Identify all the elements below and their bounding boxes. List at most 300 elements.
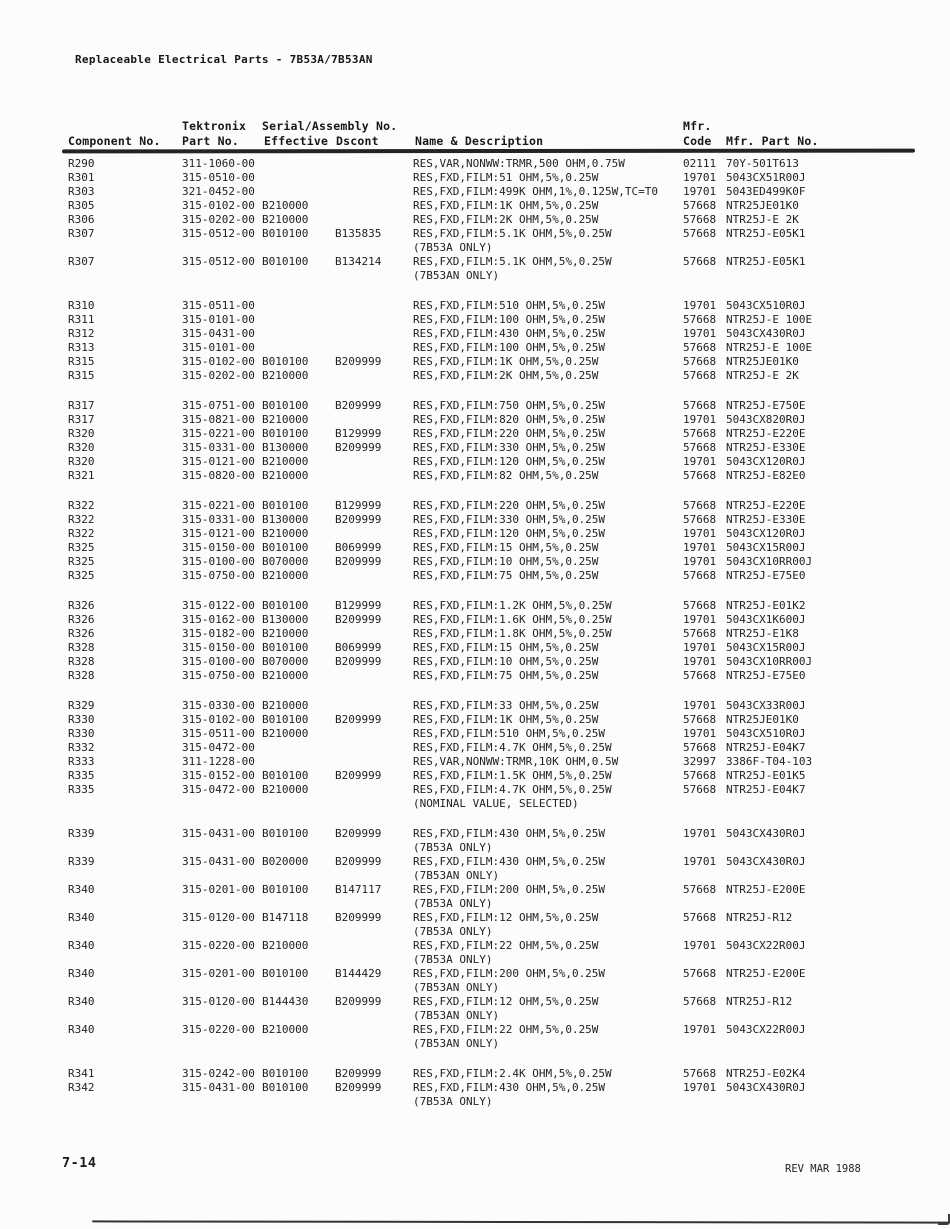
table-row-continuation xyxy=(0,897,950,911)
component-cell: R312 xyxy=(68,327,95,340)
part-cell: 315-0122-00 xyxy=(182,599,255,612)
effective-cell: B010100 xyxy=(262,827,309,840)
effective-cell: B210000 xyxy=(262,1023,309,1036)
code-cell: 57668 xyxy=(683,499,717,512)
desc-cell: RES,FXD,FILM:120 OHM,5%,0.25W xyxy=(413,455,606,468)
part-cell: 315-0100-00 xyxy=(182,655,255,668)
desc-cell: RES,FXD,FILM:430 OHM,5%,0.25W xyxy=(413,827,606,840)
part-cell: 315-0472-00 xyxy=(182,741,255,754)
dscont-cell: B069999 xyxy=(335,541,382,554)
mfr_part-cell: NTR25J-E01K2 xyxy=(726,599,806,612)
part-cell: 315-0472-00 xyxy=(182,783,255,796)
table-row xyxy=(0,427,950,441)
header-tektronix: Tektronix xyxy=(182,119,247,133)
part-cell: 315-0202-00 xyxy=(182,213,255,226)
code-cell: 57668 xyxy=(683,199,717,212)
desc-cell: RES,VAR,NONWW:TRMR,500 OHM,0.75W xyxy=(413,157,625,170)
code-cell: 19701 xyxy=(683,655,717,668)
table-row-continuation xyxy=(0,981,950,995)
component-cell: R315 xyxy=(68,369,95,382)
part-cell: 315-0201-00 xyxy=(182,967,255,980)
table-row-continuation xyxy=(0,269,950,283)
table-row xyxy=(0,627,950,641)
desc-cell: RES,FXD,FILM:1.6K OHM,5%,0.25W xyxy=(413,613,612,626)
footer-revision: REV MAR 1988 xyxy=(785,1163,861,1175)
component-cell: R332 xyxy=(68,741,95,754)
table-row xyxy=(0,499,950,513)
code-cell: 57668 xyxy=(683,883,717,896)
code-cell: 57668 xyxy=(683,627,717,640)
row-group xyxy=(0,399,950,483)
dscont-cell: B069999 xyxy=(335,641,382,654)
desc-cell: RES,FXD,FILM:2K OHM,5%,0.25W xyxy=(413,369,599,382)
dscont-cell: B144429 xyxy=(335,967,382,980)
mfr_part-cell: NTR25J-R12 xyxy=(726,911,793,924)
table-row xyxy=(0,967,950,981)
effective-cell: B010100 xyxy=(262,883,309,896)
part-cell: 315-0150-00 xyxy=(182,541,255,554)
dscont-cell: B209999 xyxy=(335,613,382,626)
component-cell: R326 xyxy=(68,613,95,626)
header-name-description: Name & Description xyxy=(415,134,544,148)
table-row-continuation xyxy=(0,953,950,967)
part-cell: 315-0202-00 xyxy=(182,369,255,382)
desc-cell: RES,FXD,FILM:12 OHM,5%,0.25W xyxy=(413,911,599,924)
part-cell: 315-0330-00 xyxy=(182,699,255,712)
effective-cell: B144430 xyxy=(262,995,309,1008)
mfr_part-cell: 5043CX15R00J xyxy=(726,641,806,654)
table-row xyxy=(0,185,950,199)
mfr_part-cell: NTR25J-E01K5 xyxy=(726,769,806,782)
mfr_part-cell: 5043CX430R0J xyxy=(726,327,806,340)
desc-cell: RES,FXD,FILM:220 OHM,5%,0.25W xyxy=(413,427,606,440)
desc-cell: RES,FXD,FILM:4.7K OHM,5%,0.25W xyxy=(413,783,612,796)
component-cell: R335 xyxy=(68,783,95,796)
component-cell: R317 xyxy=(68,399,95,412)
desc-cell: RES,FXD,FILM:22 OHM,5%,0.25W xyxy=(413,1023,599,1036)
table-row xyxy=(0,227,950,241)
code-cell: 57668 xyxy=(683,669,717,682)
table-row xyxy=(0,669,950,683)
header-dscont: Dscont xyxy=(336,134,379,148)
effective-cell: B010100 xyxy=(262,713,309,726)
component-cell: R325 xyxy=(68,569,95,582)
component-cell: R328 xyxy=(68,655,95,668)
component-cell: R339 xyxy=(68,827,95,840)
mfr_part-cell: 5043CX120R0J xyxy=(726,527,806,540)
component-cell: R333 xyxy=(68,755,95,768)
part-cell: 315-0162-00 xyxy=(182,613,255,626)
desc-cell: RES,FXD,FILM:1.5K OHM,5%,0.25W xyxy=(413,769,612,782)
desc-continuation-cell: (7B53AN ONLY) xyxy=(413,981,500,994)
part-cell: 315-0331-00 xyxy=(182,513,255,526)
part-cell: 315-0221-00 xyxy=(182,427,255,440)
desc-cell: RES,FXD,FILM:33 OHM,5%,0.25W xyxy=(413,699,599,712)
effective-cell: B010100 xyxy=(262,769,309,782)
component-cell: R321 xyxy=(68,469,95,482)
code-cell: 57668 xyxy=(683,599,717,612)
effective-cell: B010100 xyxy=(262,255,309,268)
desc-cell: RES,FXD,FILM:75 OHM,5%,0.25W xyxy=(413,569,599,582)
code-cell: 57668 xyxy=(683,769,717,782)
effective-cell: B210000 xyxy=(262,727,309,740)
part-cell: 315-0121-00 xyxy=(182,527,255,540)
desc-cell: RES,FXD,FILM:200 OHM,5%,0.25W xyxy=(413,883,606,896)
part-cell: 315-0102-00 xyxy=(182,713,255,726)
component-cell: R341 xyxy=(68,1067,95,1080)
component-cell: R340 xyxy=(68,939,95,952)
dscont-cell: B209999 xyxy=(335,827,382,840)
desc-cell: RES,FXD,FILM:5.1K OHM,5%,0.25W xyxy=(413,255,612,268)
mfr_part-cell: NTR25J-E05K1 xyxy=(726,255,806,268)
part-cell: 315-0102-00 xyxy=(182,199,255,212)
mfr_part-cell: 5043CX10RR00J xyxy=(726,655,813,668)
code-cell: 19701 xyxy=(683,299,717,312)
desc-cell: RES,FXD,FILM:220 OHM,5%,0.25W xyxy=(413,499,606,512)
desc-continuation-cell: (7B53AN ONLY) xyxy=(413,1009,500,1022)
desc-cell: RES,FXD,FILM:1K OHM,5%,0.25W xyxy=(413,713,599,726)
desc-cell: RES,FXD,FILM:15 OHM,5%,0.25W xyxy=(413,541,599,554)
component-cell: R322 xyxy=(68,513,95,526)
dscont-cell: B209999 xyxy=(335,355,382,368)
desc-cell: RES,FXD,FILM:499K OHM,1%,0.125W,TC=T0 xyxy=(413,185,659,198)
table-row xyxy=(0,555,950,569)
desc-cell: RES,FXD,FILM:330 OHM,5%,0.25W xyxy=(413,441,606,454)
mfr_part-cell: NTR25JE01K0 xyxy=(726,713,799,726)
table-row xyxy=(0,327,950,341)
mfr_part-cell: NTR25J-E200E xyxy=(726,967,806,980)
mfr_part-cell: 5043CX51R00J xyxy=(726,171,806,184)
part-cell: 315-0120-00 xyxy=(182,911,255,924)
mfr_part-cell: 5043ED499K0F xyxy=(726,185,806,198)
desc-continuation-cell: (7B53AN ONLY) xyxy=(413,269,500,282)
part-cell: 315-0431-00 xyxy=(182,827,255,840)
part-cell: 315-0751-00 xyxy=(182,399,255,412)
code-cell: 57668 xyxy=(683,213,717,226)
code-cell: 19701 xyxy=(683,699,717,712)
table-row xyxy=(0,541,950,555)
effective-cell: B210000 xyxy=(262,413,309,426)
component-cell: R330 xyxy=(68,727,95,740)
part-cell: 315-0431-00 xyxy=(182,1081,255,1094)
table-row xyxy=(0,995,950,1009)
mfr_part-cell: 5043CX15R00J xyxy=(726,541,806,554)
mfr_part-cell: NTR25JE01K0 xyxy=(726,199,799,212)
mfr_part-cell: NTR25J-E82E0 xyxy=(726,469,806,482)
code-cell: 19701 xyxy=(683,171,717,184)
part-cell: 321-0452-00 xyxy=(182,185,255,198)
mfr_part-cell: NTR25J-E 100E xyxy=(726,313,813,326)
mfr_part-cell: 5043CX10RR00J xyxy=(726,555,813,568)
desc-cell: RES,FXD,FILM:82 OHM,5%,0.25W xyxy=(413,469,599,482)
code-cell: 57668 xyxy=(683,355,717,368)
table-row-continuation xyxy=(0,869,950,883)
mfr_part-cell: NTR25J-E 2K xyxy=(726,213,799,226)
mfr_part-cell: NTR25J-E750E xyxy=(726,399,806,412)
header-rule xyxy=(62,149,915,154)
part-cell: 315-0220-00 xyxy=(182,1023,255,1036)
desc-cell: RES,FXD,FILM:820 OHM,5%,0.25W xyxy=(413,413,606,426)
component-cell: R330 xyxy=(68,713,95,726)
part-cell: 315-0431-00 xyxy=(182,855,255,868)
component-cell: R325 xyxy=(68,555,95,568)
header-code: Code xyxy=(683,134,712,148)
component-cell: R326 xyxy=(68,599,95,612)
mfr_part-cell: NTR25J-E1K8 xyxy=(726,627,799,640)
code-cell: 19701 xyxy=(683,641,717,654)
effective-cell: B010100 xyxy=(262,499,309,512)
table-row xyxy=(0,413,950,427)
component-cell: R322 xyxy=(68,527,95,540)
component-cell: R311 xyxy=(68,313,95,326)
desc-cell: RES,FXD,FILM:75 OHM,5%,0.25W xyxy=(413,669,599,682)
effective-cell: B020000 xyxy=(262,855,309,868)
part-cell: 315-0750-00 xyxy=(182,669,255,682)
table-row xyxy=(0,441,950,455)
desc-cell: RES,FXD,FILM:22 OHM,5%,0.25W xyxy=(413,939,599,952)
desc-continuation-cell: (7B53A ONLY) xyxy=(413,1095,493,1108)
mfr_part-cell: 5043CX510R0J xyxy=(726,727,806,740)
code-cell: 57668 xyxy=(683,341,717,354)
dscont-cell: B209999 xyxy=(335,513,382,526)
table-row xyxy=(0,699,950,713)
dscont-cell: B209999 xyxy=(335,399,382,412)
table-row xyxy=(0,641,950,655)
component-cell: R328 xyxy=(68,641,95,654)
component-cell: R329 xyxy=(68,699,95,712)
dscont-cell: B209999 xyxy=(335,441,382,454)
table-row xyxy=(0,299,950,313)
desc-cell: RES,FXD,FILM:12 OHM,5%,0.25W xyxy=(413,995,599,1008)
code-cell: 19701 xyxy=(683,327,717,340)
code-cell: 32997 xyxy=(683,755,717,768)
desc-cell: RES,FXD,FILM:2.4K OHM,5%,0.25W xyxy=(413,1067,612,1080)
dscont-cell: B209999 xyxy=(335,1081,382,1094)
mfr_part-cell: NTR25J-E02K4 xyxy=(726,1067,806,1080)
dscont-cell: B209999 xyxy=(335,769,382,782)
table-row xyxy=(0,599,950,613)
part-cell: 315-0511-00 xyxy=(182,727,255,740)
desc-cell: RES,FXD,FILM:330 OHM,5%,0.25W xyxy=(413,513,606,526)
effective-cell: B210000 xyxy=(262,569,309,582)
mfr_part-cell: 70Y-501T613 xyxy=(726,157,799,170)
effective-cell: B210000 xyxy=(262,369,309,382)
scan-artifact-corner xyxy=(938,1214,950,1225)
code-cell: 57668 xyxy=(683,911,717,924)
code-cell: 57668 xyxy=(683,713,717,726)
row-group xyxy=(0,499,950,583)
desc-cell: RES,FXD,FILM:750 OHM,5%,0.25W xyxy=(413,399,606,412)
component-cell: R301 xyxy=(68,171,95,184)
effective-cell: B210000 xyxy=(262,699,309,712)
mfr_part-cell: NTR25J-E04K7 xyxy=(726,783,806,796)
row-group xyxy=(0,1067,950,1109)
component-cell: R307 xyxy=(68,227,95,240)
table-row xyxy=(0,1081,950,1095)
table-row xyxy=(0,255,950,269)
effective-cell: B010100 xyxy=(262,541,309,554)
table-row xyxy=(0,883,950,897)
effective-cell: B130000 xyxy=(262,513,309,526)
table-row-continuation xyxy=(0,1009,950,1023)
mfr_part-cell: 5043CX430R0J xyxy=(726,1081,806,1094)
effective-cell: B210000 xyxy=(262,527,309,540)
desc-cell: RES,FXD,FILM:1K OHM,5%,0.25W xyxy=(413,355,599,368)
desc-cell: RES,FXD,FILM:120 OHM,5%,0.25W xyxy=(413,527,606,540)
code-cell: 19701 xyxy=(683,939,717,952)
table-row xyxy=(0,341,950,355)
table-row-continuation xyxy=(0,797,950,811)
component-cell: R328 xyxy=(68,669,95,682)
header-component-no: Component No. xyxy=(68,134,161,148)
code-cell: 19701 xyxy=(683,827,717,840)
effective-cell: B010100 xyxy=(262,967,309,980)
mfr_part-cell: NTR25J-E75E0 xyxy=(726,569,806,582)
component-cell: R340 xyxy=(68,911,95,924)
desc-cell: RES,FXD,FILM:1.2K OHM,5%,0.25W xyxy=(413,599,612,612)
header-serial-assembly: Serial/Assembly No. xyxy=(262,119,398,133)
desc-cell: RES,FXD,FILM:430 OHM,5%,0.25W xyxy=(413,855,606,868)
dscont-cell: B134214 xyxy=(335,255,382,268)
code-cell: 57668 xyxy=(683,1067,717,1080)
effective-cell: B070000 xyxy=(262,655,309,668)
code-cell: 19701 xyxy=(683,855,717,868)
dscont-cell: B147117 xyxy=(335,883,382,896)
desc-cell: RES,FXD,FILM:1K OHM,5%,0.25W xyxy=(413,199,599,212)
code-cell: 19701 xyxy=(683,1081,717,1094)
table-row xyxy=(0,939,950,953)
effective-cell: B210000 xyxy=(262,469,309,482)
table-body xyxy=(0,157,950,1125)
mfr_part-cell: NTR25J-E220E xyxy=(726,499,806,512)
dscont-cell: B129999 xyxy=(335,499,382,512)
component-cell: R325 xyxy=(68,541,95,554)
mfr_part-cell: 5043CX22R00J xyxy=(726,1023,806,1036)
part-cell: 315-0152-00 xyxy=(182,769,255,782)
mfr_part-cell: 5043CX22R00J xyxy=(726,939,806,952)
mfr_part-cell: 3386F-T04-103 xyxy=(726,755,813,768)
effective-cell: B010100 xyxy=(262,399,309,412)
desc-cell: RES,FXD,FILM:15 OHM,5%,0.25W xyxy=(413,641,599,654)
component-cell: R303 xyxy=(68,185,95,198)
effective-cell: B210000 xyxy=(262,627,309,640)
part-cell: 315-0431-00 xyxy=(182,327,255,340)
component-cell: R335 xyxy=(68,769,95,782)
desc-cell: RES,FXD,FILM:100 OHM,5%,0.25W xyxy=(413,313,606,326)
table-row-continuation xyxy=(0,1095,950,1109)
table-row xyxy=(0,769,950,783)
desc-continuation-cell: (7B53A ONLY) xyxy=(413,841,493,854)
part-cell: 315-0242-00 xyxy=(182,1067,255,1080)
component-cell: R310 xyxy=(68,299,95,312)
header-effective: Effective xyxy=(264,134,329,148)
component-cell: R315 xyxy=(68,355,95,368)
component-cell: R313 xyxy=(68,341,95,354)
table-row xyxy=(0,399,950,413)
table-row xyxy=(0,755,950,769)
dscont-cell: B209999 xyxy=(335,855,382,868)
dscont-cell: B209999 xyxy=(335,555,382,568)
table-row xyxy=(0,569,950,583)
effective-cell: B130000 xyxy=(262,441,309,454)
desc-continuation-cell: (7B53AN ONLY) xyxy=(413,1037,500,1050)
code-cell: 57668 xyxy=(683,783,717,796)
code-cell: 19701 xyxy=(683,527,717,540)
desc-cell: RES,FXD,FILM:10 OHM,5%,0.25W xyxy=(413,655,599,668)
table-row xyxy=(0,827,950,841)
component-cell: R320 xyxy=(68,441,95,454)
desc-cell: RES,VAR,NONWW:TRMR,10K OHM,0.5W xyxy=(413,755,619,768)
dscont-cell: B129999 xyxy=(335,427,382,440)
table-row xyxy=(0,855,950,869)
part-cell: 315-0182-00 xyxy=(182,627,255,640)
row-group xyxy=(0,827,950,1051)
part-cell: 315-0512-00 xyxy=(182,255,255,268)
table-row xyxy=(0,613,950,627)
component-cell: R320 xyxy=(68,427,95,440)
part-cell: 315-0101-00 xyxy=(182,341,255,354)
mfr_part-cell: 5043CX430R0J xyxy=(726,827,806,840)
part-cell: 315-0750-00 xyxy=(182,569,255,582)
scan-artifact-bottom-line xyxy=(92,1220,950,1223)
table-row-continuation xyxy=(0,1037,950,1051)
row-group xyxy=(0,599,950,683)
dscont-cell: B209999 xyxy=(335,911,382,924)
effective-cell: B010100 xyxy=(262,227,309,240)
row-group xyxy=(0,299,950,383)
component-cell: R326 xyxy=(68,627,95,640)
mfr_part-cell: 5043CX120R0J xyxy=(726,455,806,468)
component-cell: R340 xyxy=(68,967,95,980)
table-row xyxy=(0,655,950,669)
code-cell: 57668 xyxy=(683,441,717,454)
mfr_part-cell: NTR25J-E330E xyxy=(726,513,806,526)
table-row xyxy=(0,713,950,727)
header-mfr: Mfr. xyxy=(683,119,712,133)
part-cell: 315-0201-00 xyxy=(182,883,255,896)
desc-cell: RES,FXD,FILM:100 OHM,5%,0.25W xyxy=(413,341,606,354)
code-cell: 19701 xyxy=(683,555,717,568)
code-cell: 02111 xyxy=(683,157,717,170)
table-row xyxy=(0,369,950,383)
code-cell: 19701 xyxy=(683,727,717,740)
mfr_part-cell: 5043CX430R0J xyxy=(726,855,806,868)
desc-continuation-cell: (NOMINAL VALUE, SELECTED) xyxy=(413,797,579,810)
code-cell: 57668 xyxy=(683,369,717,382)
table-row xyxy=(0,199,950,213)
component-cell: R320 xyxy=(68,455,95,468)
part-cell: 315-0221-00 xyxy=(182,499,255,512)
desc-cell: RES,FXD,FILM:51 OHM,5%,0.25W xyxy=(413,171,599,184)
effective-cell: B210000 xyxy=(262,455,309,468)
mfr_part-cell: NTR25J-E 100E xyxy=(726,341,813,354)
dscont-cell: B209999 xyxy=(335,655,382,668)
table-row-continuation xyxy=(0,841,950,855)
code-cell: 19701 xyxy=(683,455,717,468)
mfr_part-cell: 5043CX820R0J xyxy=(726,413,806,426)
desc-cell: RES,FXD,FILM:510 OHM,5%,0.25W xyxy=(413,299,606,312)
component-cell: R307 xyxy=(68,255,95,268)
effective-cell: B010100 xyxy=(262,1081,309,1094)
table-row xyxy=(0,783,950,797)
component-cell: R339 xyxy=(68,855,95,868)
code-cell: 57668 xyxy=(683,513,717,526)
code-cell: 57668 xyxy=(683,255,717,268)
desc-continuation-cell: (7B53AN ONLY) xyxy=(413,869,500,882)
table-row xyxy=(0,171,950,185)
effective-cell: B210000 xyxy=(262,213,309,226)
table-row xyxy=(0,1067,950,1081)
